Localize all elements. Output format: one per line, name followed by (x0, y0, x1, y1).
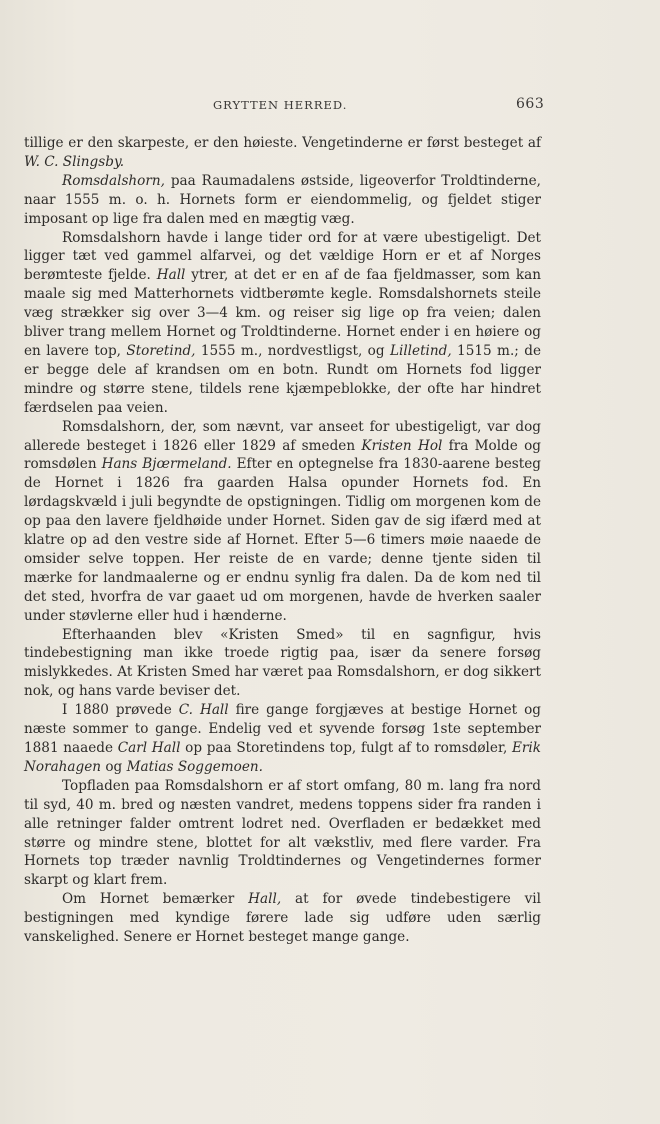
page-number: 663 (516, 96, 545, 112)
text-run: Topfladen paa Romsdalshorn er af stort omfang, 80 m. lang fra nord til syd, 40 m. bred og næsten vandret, medens toppens sider fra randen i alle retninger falder omtrent lodret ned. Overfladen er bedækket med større og mindre stene, blottet for alt vækstliv, med flere varder. Fra Hornets top træder navnlig Troldtindernes og Vengetindernes former skarpt og klart frem. (24, 777, 541, 889)
text-run: 1515 m.; de er begge dele af krandsen om en botn. Rundt om Hornets fod ligger mindre og større stene, tildels rene kjæmpeblokke, der ofte har hindret færdselen paa veien. (24, 342, 541, 416)
text-run: Romsdalshorn havde i lange tider ord for at være ubestigeligt. Det ligger tæt ved gammel alfarvei, og det vældige Horn er et af Norges berømteste fjelde. (24, 229, 541, 284)
italic-text: Lilletind, (389, 342, 452, 359)
text-run: 1555 m., nordvestligst, og (195, 342, 390, 359)
italic-text: Matias Soggemoen. (126, 758, 263, 775)
paragraph (24, 626, 541, 702)
paragraph (24, 172, 541, 229)
text-run: tillige er den skarpeste, er den høieste. Vengetinderne er først besteget af (24, 135, 541, 151)
text-run: op paa Storetindens top, fulgt af to romsdøler, (180, 740, 512, 756)
running-title: GRYTTEN HERRED. (213, 98, 348, 112)
text-run: fire gange forgjæves at bestige Hornet og næste sommer to gange. Endelig ved et syvende forsøg 1ste september 1881 naaede (24, 702, 541, 756)
italic-text: W. C. Slingsby. (24, 153, 125, 170)
italic-text: Storetind, (126, 342, 196, 359)
text-run: at for øvede tindebestigere vil bestigningen med kyndige førere lade sig udføre uden særlig vanskelighed. Senere er Hornet besteget mange gange. (24, 891, 541, 946)
text-run: ytrer, at det er en af de faa fjeldmasser, som kan maale sig med Matterhornets vidtberømte kegle. Romsdalshornets steile væg strækker sig over 3—4 km. og reiser sig lige op fra veien; dalen bliver trang mellem Hornet og Troldtinderne. Hornet ender i en høiere og en lavere top, (24, 267, 541, 359)
text-run: Efterhaanden blev «Kristen Smed» til en sagnfigur, hvis tindebestigning man ikke troede rigtig paa, især da senere forsøg mislykkedes. At Kristen Smed har været paa Romsdalshorn, er dog sikkert nok, og hans varde beviser det. (24, 626, 541, 700)
paragraph (24, 777, 541, 890)
text-run: Om Hornet bemærker (62, 891, 249, 908)
text-run: Efter en optegnelse fra 1830-aarene besteg de Hornet i 1826 fra gaarden Halsa opunder Hornets fod. En lørdagskvæld i juli begyndte de opstigningen. Tidlig om morgenen kom de op paa den lavere fjeldhøide under Hornet. Siden gav de sig ifærd med at klatre op ad den vestre side af Hornet. Efter 5—6 timers møie naaede de omsider selve toppen. Her reiste de en varde; denne tjente siden til mærke for landmaalerne og er endnu synlig fra dalen. Da de kom ned til det sted, hvorfra de var gaaet ud om morgenen, havde de hverken saaler under støvlerne eller hud i hænderne. (24, 456, 541, 624)
italic-text: Hall (156, 267, 186, 284)
paragraph (24, 890, 541, 947)
text-run: og (101, 758, 127, 775)
paragraph (24, 229, 541, 418)
italic-text: Carl Hall (117, 740, 181, 756)
italic-text: Kristen Hol (361, 437, 443, 454)
page-header (0, 96, 660, 118)
italic-text: Romsdalshorn, (62, 172, 165, 189)
body-text (24, 134, 541, 947)
paragraph (24, 701, 541, 777)
text-run: fra Molde og romsdølen (24, 437, 542, 473)
italic-text: Hall, (248, 891, 282, 908)
paragraph (24, 418, 541, 626)
text-run: paa Raumadalens østside, ligeoverfor Troldtinderne, naar 1555 m. o. h. Hornets form er eiendommelig, og fjeldet stiger imposant op lige fra dalen med en mægtig væg. (24, 172, 541, 227)
text-run: I 1880 prøvede (62, 702, 179, 719)
italic-text: C. Hall (178, 702, 229, 719)
text-run: Romsdalshorn, der, som nævnt, var anseet for ubestigeligt, var dog allerede besteget i 1826 eller 1829 af smeden (24, 418, 541, 454)
paragraph (24, 134, 541, 172)
italic-text: Erik Norahagen (24, 740, 541, 775)
italic-text: Hans Bjœrmeland. (101, 456, 232, 473)
